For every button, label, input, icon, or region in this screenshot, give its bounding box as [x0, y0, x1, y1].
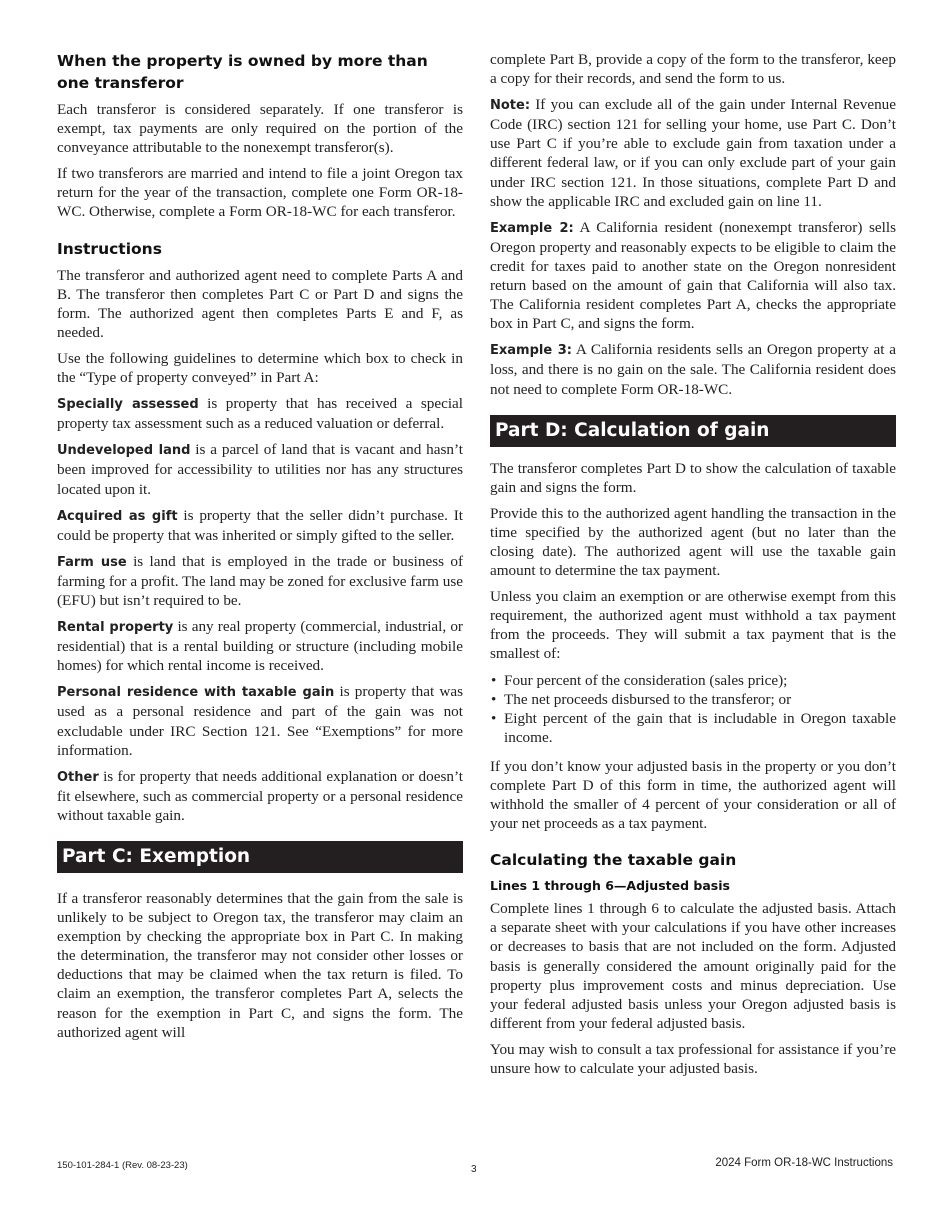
part-d-paragraph-4: If you don’t know your adjusted basis in the property or you don’t complete Part D of this form in time, the authorized agent will withhold the smaller of 4 percent of your consideration or all of your net proceeds as a tax payment.	[490, 757, 896, 833]
example-2-paragraph	[490, 218, 896, 334]
multi-transferor-paragraph-1: Each transferor is considered separately. If one transferor is exempt, tax payments are only required on the portion of the conveyance attributable to the nonexempt transferor(s).	[57, 101, 463, 157]
calculating-gain-paragraph-1: Complete lines 1 through 6 to calculate the adjusted basis. Attach a separate sheet with your calculations if you have other increases or decreases to basis that are not included on the form. Adjusted basis is generally considered the amount originally paid for the property plus improvement costs and minus depreciation. Use your federal adjusted basis unless your Oregon adjusted basis is different from your federal adjusted basis.	[490, 900, 896, 1032]
definition-text: is land that is employed in the trade or business of farming for a profit. The land may be zoned for exclusive farm use (EFU) but isn’t required to be.	[57, 552, 463, 609]
part-d-paragraph-1: The transferor completes Part D to show the calculation of taxable gain and signs the form.	[490, 459, 896, 496]
example-2-label: Example 2:	[490, 220, 574, 236]
definition-specially-assessed	[57, 394, 463, 433]
part-c-continued-paragraph: complete Part B, provide a copy of the form to the transferor, keep a copy for their records, and send the form to us.	[490, 51, 896, 88]
definition-term: Farm use	[57, 554, 127, 570]
definition-text: is property that has received a special property tax assessment such as a reduced valuation or deferral.	[57, 395, 463, 433]
list-item: • The net proceeds disbursed to the transferor; or	[490, 690, 896, 709]
page-number: 3	[471, 1164, 477, 1175]
part-d-paragraph-3: Unless you claim an exemption or are otherwise exempt from this requirement, the authorized agent must withhold a tax payment from the proceeds. They will submit a tax payment that is the smallest of:	[490, 588, 896, 663]
part-d-paragraph-2: Provide this to the authorized agent handling the transaction in the time specified by the authorized agent (but no later than the closing date). The authorized agent will use the taxable gain amount to determine the tax payment.	[490, 504, 896, 580]
definition-term: Undeveloped land	[57, 443, 191, 459]
part-d-heading: Part D: Calculation of gain	[490, 415, 896, 447]
definition-text: is property that was used as a personal residence and part of the gain was not excludable under IRC Section 121. See “Exemptions” for more information.	[57, 683, 463, 759]
calculating-gain-heading: Calculating the taxable gain	[490, 851, 737, 870]
list-item: • Eight percent of the gain that is includable in Oregon taxable income.	[490, 709, 896, 747]
instructions-heading: Instructions	[57, 239, 162, 258]
definition-rental-property	[57, 617, 463, 675]
note-label: Note:	[490, 98, 531, 114]
definition-term: Personal residence with taxable gain	[57, 685, 335, 701]
tax-payment-list	[490, 671, 896, 747]
definition-text: is for property that needs additional explanation or doesn’t fit elsewhere, such as commercial property or a personal residence without taxable gain.	[57, 767, 463, 824]
definition-term: Acquired as gift	[57, 508, 178, 524]
list-item: • Four percent of the consideration (sales price);	[490, 671, 896, 690]
definition-text: is property that the seller didn’t purchase. It could be property that was inherited or simply gifted to the seller.	[57, 506, 463, 544]
form-number: 150-101-284-1 (Rev. 08-23-23)	[57, 1160, 188, 1171]
definition-term: Specially assessed	[57, 397, 199, 413]
form-title: 2024 Form OR-18-WC Instructions	[715, 1157, 893, 1169]
left-column	[57, 50, 463, 1049]
definition-term: Other	[57, 769, 99, 785]
note-text: If you can exclude all of the gain under Internal Revenue Code (IRC) section 121 for selling your home, use Part C. Don’t use Part C if you’re able to exclude gain from taxation under a different federal law, or if you can only exclude part of your gain under IRC section 121. In those situations, complete Part D and show the applicable IRC and excluded gain on line 11.	[490, 96, 896, 210]
right-column	[490, 50, 896, 1085]
definition-undeveloped-land	[57, 440, 463, 498]
calculating-gain-paragraph-2: You may wish to consult a tax professional for assistance if you’re unsure how to calculate your adjusted basis.	[490, 1040, 896, 1078]
example-3-text: A California residents sells an Oregon property at a loss, and there is no gain on the sale. The California resident does not need to complete Form OR-18-WC.	[490, 341, 896, 398]
part-c-heading: Part C: Exemption	[57, 841, 463, 873]
definition-term: Rental property	[57, 620, 174, 636]
lines-1-6-subheading: Lines 1 through 6—Adjusted basis	[490, 878, 730, 894]
definition-text: is any real property (commercial, industrial, or residential) that is a rental building or structure (including mobile homes) for which rental income is received.	[57, 618, 463, 675]
definition-personal-residence	[57, 682, 463, 759]
instructions-paragraph-1: The transferor and authorized agent need to complete Parts A and B. The transferor then completes Part C or Part D and signs the form. The authorized agent then completes Parts E and F, as needed.	[57, 266, 463, 341]
note-paragraph	[490, 95, 896, 211]
multi-transferor-heading: When the property is owned by more than one transferor	[57, 52, 428, 92]
definition-farm-use	[57, 552, 463, 610]
instructions-paragraph-2: Use the following guidelines to determine which box to check in the “Type of property conveyed” in Part A:	[57, 349, 463, 387]
example-3-paragraph	[490, 340, 896, 398]
part-c-paragraph: If a transferor reasonably determines that the gain from the sale is unlikely to be subject to Oregon tax, the transferor may claim an exemption by checking the appropriate box in Part C. In making the determination, the transferor may not consider other losses or deductions that may be claimed when the tax return is filed. To claim an exemption, the transferor completes Part A, selects the reason for the exemption in Part C, and signs the form. The authorized agent will	[57, 890, 463, 1041]
definition-acquired-as-gift	[57, 506, 463, 545]
multi-transferor-paragraph-2: If two transferors are married and intend to file a joint Oregon tax return for the year of the transaction, complete one Form OR-18-WC. Otherwise, complete a Form OR-18-WC for each transferor.	[57, 165, 463, 221]
definition-other	[57, 767, 463, 825]
definition-text: is a parcel of land that is vacant and hasn’t been improved for accessibility to utilities nor has any structures located upon it.	[57, 441, 463, 498]
example-3-label: Example 3:	[490, 343, 572, 359]
example-2-text: A California resident (nonexempt transferor) sells Oregon property and reasonably expects to be eligible to claim the credit for taxes paid to another state on the Oregon nonresident return based on the amount of gain that California will also tax. The California resident completes Part A, checks the appropriate box in Part C, and signs the form.	[490, 218, 896, 333]
